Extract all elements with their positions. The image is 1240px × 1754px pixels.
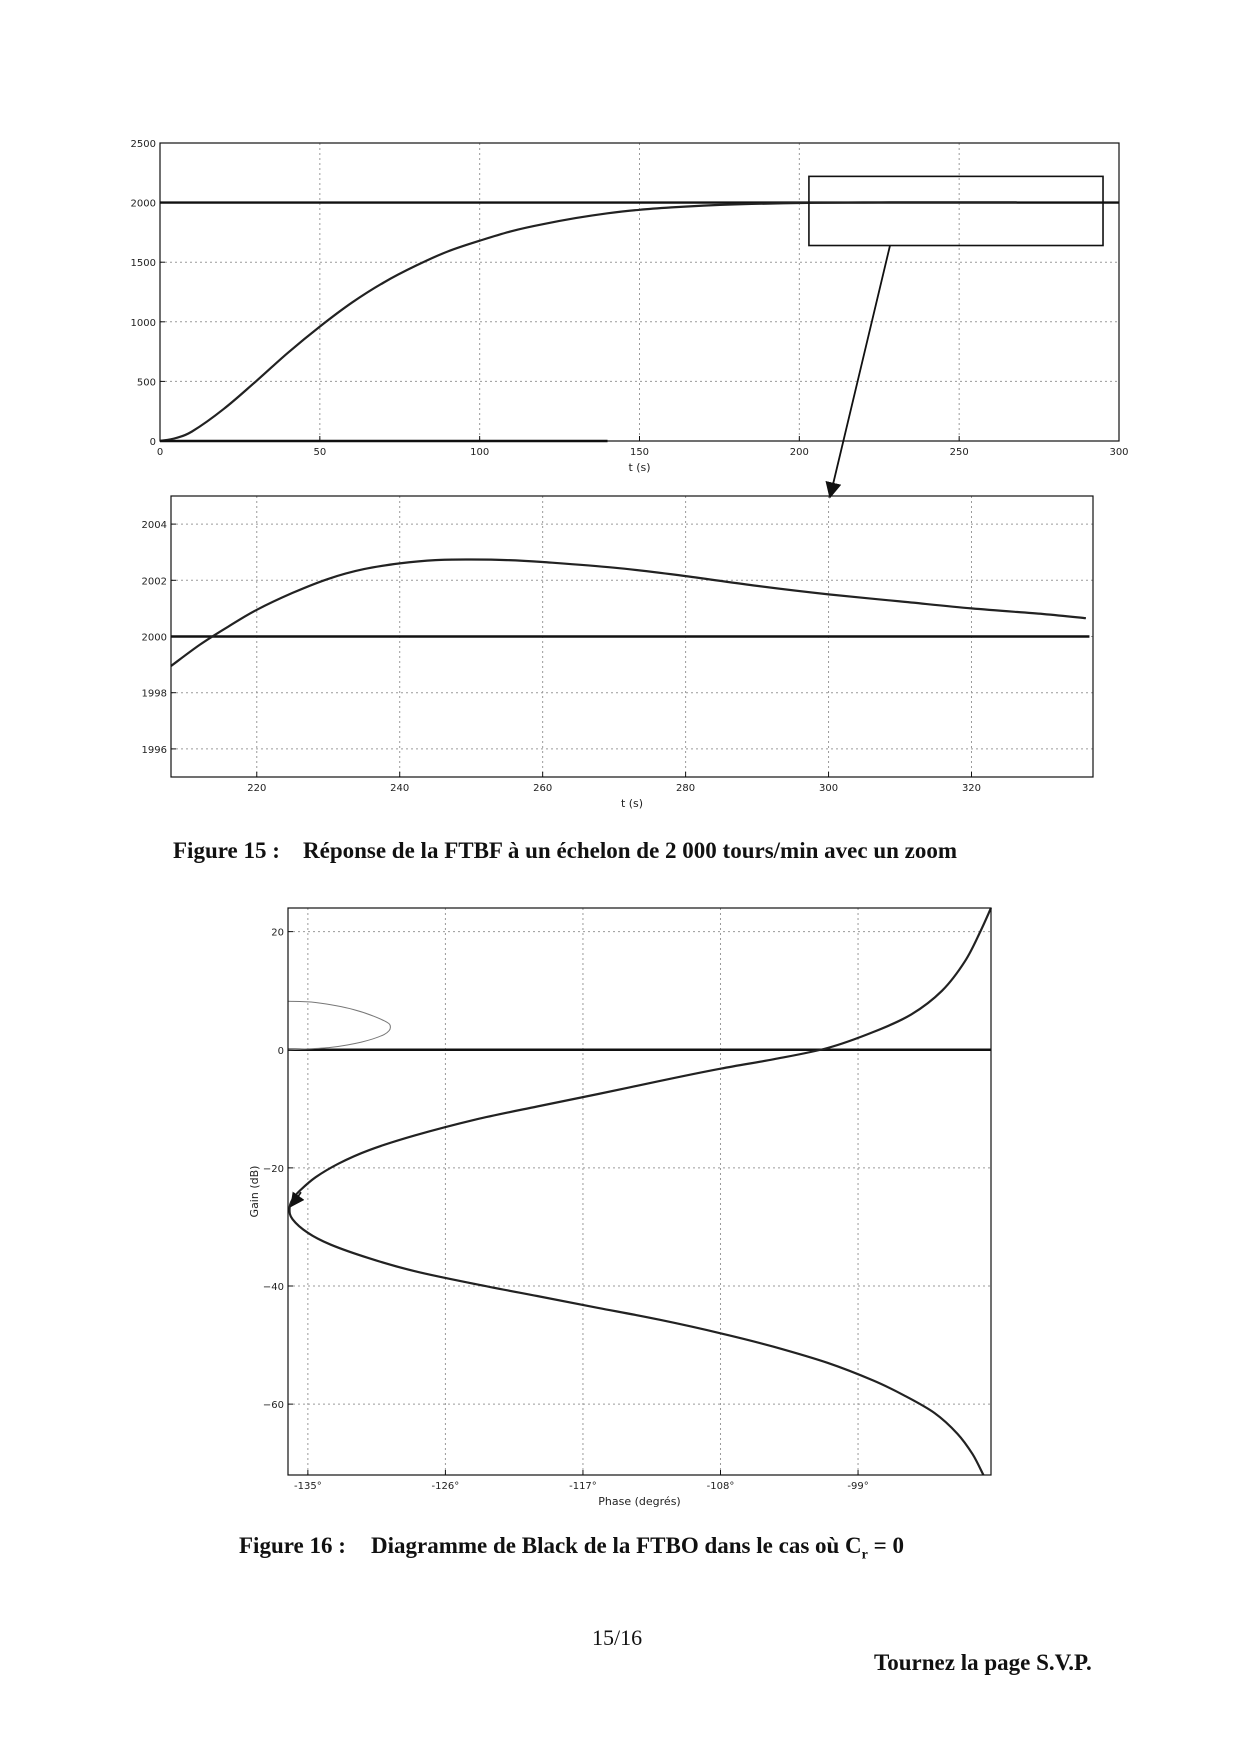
x-tick-label: -126° — [431, 1481, 460, 1492]
x-tick-label: 0 — [156, 447, 164, 458]
x-tick-label: 240 — [390, 783, 410, 794]
figure-15-text: Réponse de la FTBF à un échelon de 2 000 tours/min avec un zoom — [303, 838, 958, 863]
y-axis-label: Gain (dB) — [248, 1165, 261, 1218]
page-number: 15/16 — [592, 1625, 643, 1650]
x-tick-label: 100 — [470, 447, 490, 458]
x-axis-label: Phase (degrés) — [598, 1495, 681, 1508]
y-tick-label: 0 — [149, 437, 156, 448]
series-line-2 — [288, 1001, 390, 1050]
x-tick-label: -108° — [706, 1481, 735, 1492]
zoom-arrow — [830, 246, 890, 497]
y-tick-label: 1000 — [130, 317, 156, 329]
x-tick-label: 320 — [961, 783, 982, 794]
x-tick-label: 300 — [1109, 447, 1129, 458]
zoom-box — [809, 176, 1103, 245]
y-tick-label: 2500 — [130, 139, 156, 150]
x-tick-label: -135° — [294, 1481, 322, 1492]
y-tick-label: 2004 — [141, 520, 167, 532]
y-tick-label: 500 — [136, 377, 156, 389]
x-tick-label: 250 — [949, 447, 969, 458]
zoom-connector-arrow — [830, 246, 890, 497]
series-line-1 — [160, 202, 1017, 441]
y-tick-label: 1996 — [141, 744, 167, 756]
plot-frame — [288, 908, 991, 1475]
y-tick-label: −60 — [262, 1400, 284, 1412]
x-tick-label: 50 — [313, 447, 327, 458]
plot-frame — [160, 143, 1119, 441]
series-line-1 — [171, 559, 1086, 666]
black-diagram-chart — [248, 908, 991, 1508]
y-tick-label: 2000 — [141, 632, 167, 644]
x-axis-label: t (s) — [620, 797, 644, 810]
y-tick-label: −20 — [262, 1163, 284, 1175]
y-tick-label: 1500 — [130, 258, 156, 270]
x-axis-label: t (s) — [628, 461, 651, 474]
figure-16-number: Figure 16 : — [239, 1533, 346, 1558]
figure-16-text-end: = 0 — [867, 1533, 904, 1558]
figure-16-caption — [239, 1533, 904, 1564]
figure-16-subscript: r — [861, 1547, 868, 1563]
y-tick-label: 0 — [277, 1045, 284, 1057]
x-tick-label: 260 — [533, 783, 553, 794]
figure-15-number: Figure 15 : — [173, 838, 280, 863]
x-tick-label: 220 — [247, 783, 267, 794]
figure-15-caption — [173, 838, 957, 864]
y-tick-label: 2002 — [141, 576, 167, 588]
series-line-1 — [290, 908, 992, 1475]
zoom-response-chart — [142, 496, 1093, 810]
x-tick-label: 280 — [676, 783, 696, 794]
x-tick-label: 200 — [789, 447, 809, 458]
y-tick-label: 2000 — [130, 198, 156, 210]
turn-page-note: Tournez la page S.V.P. — [874, 1650, 1092, 1675]
x-tick-label: 300 — [819, 783, 839, 794]
y-tick-label: −40 — [262, 1282, 284, 1293]
x-tick-label: -99° — [847, 1481, 869, 1492]
y-tick-label: 1998 — [141, 688, 167, 700]
step-response-chart — [131, 139, 1129, 474]
y-tick-label: 20 — [271, 927, 284, 939]
x-tick-label: 150 — [629, 447, 650, 458]
x-tick-label: -117° — [569, 1481, 597, 1492]
figure-16-text: Diagramme de Black de la FTBO dans le cas où C — [371, 1533, 862, 1558]
